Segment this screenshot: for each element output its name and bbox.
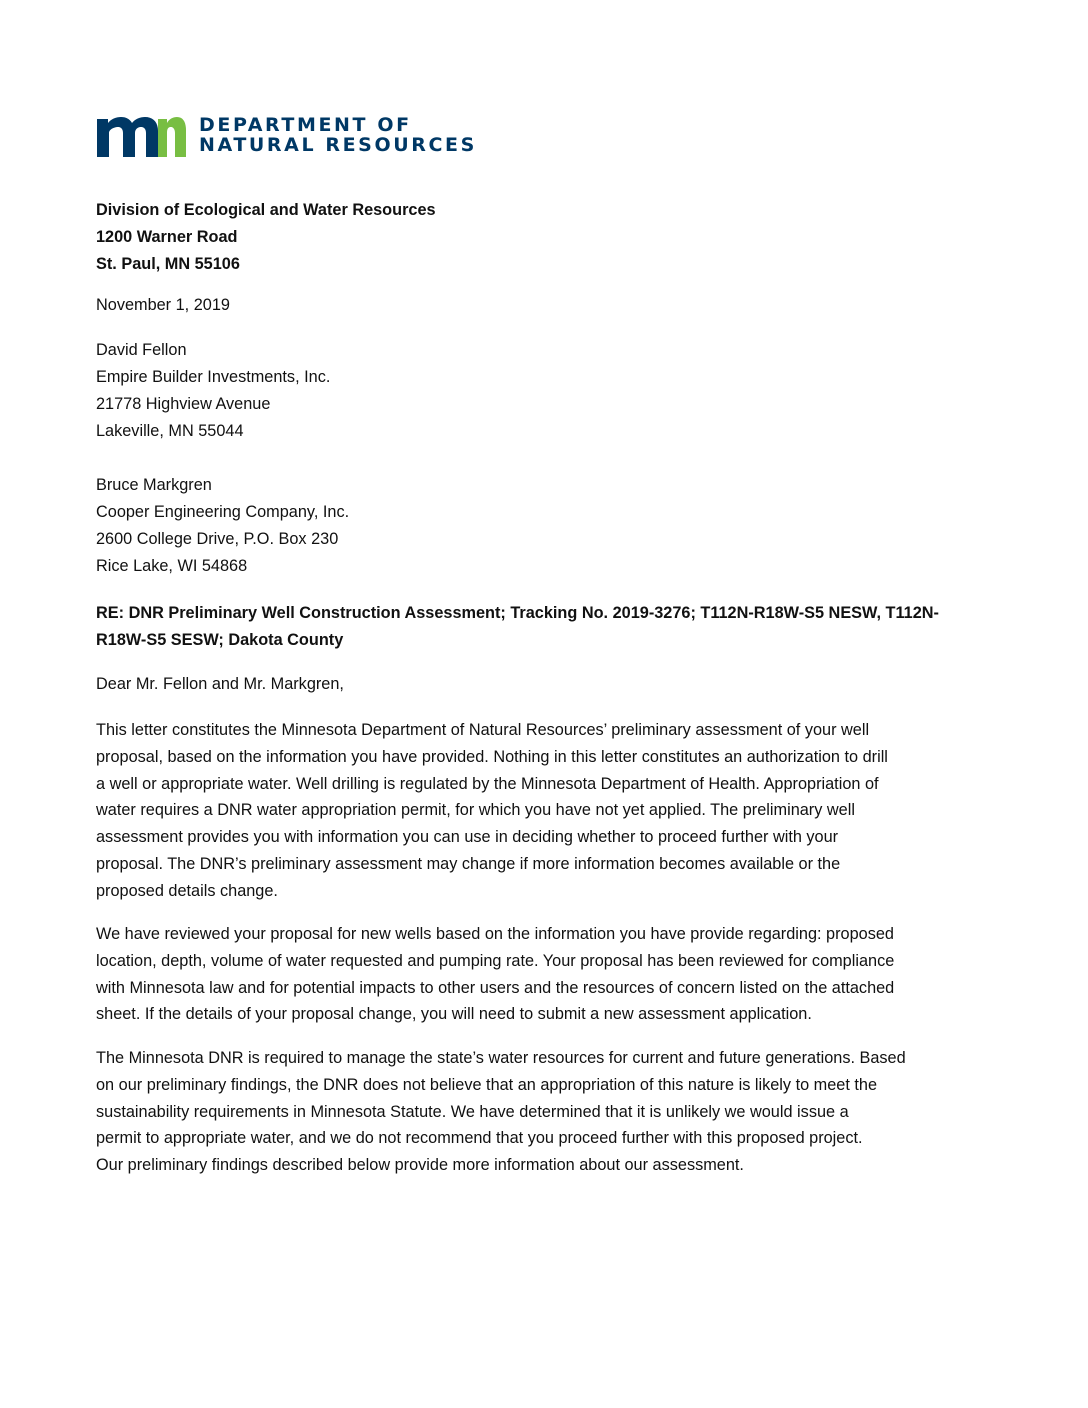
recipient-street: 2600 College Drive, P.O. Box 230 xyxy=(96,530,339,548)
paragraph-line: We have reviewed your proposal for new wells based on the information you have provide regarding: proposed xyxy=(96,925,894,943)
subject-line-1: RE: DNR Preliminary Well Construction Assessment; Tracking No. 2019-3276; T112N-R18W-S5 NESW, T112N- xyxy=(96,604,939,622)
paragraph-line: proposed details change. xyxy=(96,881,278,900)
sender-street: 1200 Warner Road xyxy=(96,228,238,246)
recipient-address-2 xyxy=(96,472,349,580)
paragraph-line: proposal. The DNR’s preliminary assessment may change if more information becomes available or the xyxy=(96,854,841,873)
paragraph-line: location, depth, volume of water requested and pumping rate. Your proposal has been reviewed for compliance xyxy=(96,951,895,970)
dnr-logo xyxy=(97,112,477,158)
logo-text xyxy=(199,115,477,155)
body-paragraph-1 xyxy=(96,717,996,905)
sender-address xyxy=(96,197,436,278)
paragraph-line: proposal, based on the information you have provided. Nothing in this letter constitutes an authorization to drill xyxy=(96,747,888,766)
logo-line-1: DEPARTMENT OF xyxy=(199,114,412,136)
sender-division: Division of Ecological and Water Resources xyxy=(96,201,436,219)
paragraph-line: a well or appropriate water. Well drilling is regulated by the Minnesota Department of Health. Appropriation of xyxy=(96,774,879,793)
recipient-name: Bruce Markgren xyxy=(96,476,212,494)
recipient-name: David Fellon xyxy=(96,341,187,359)
sender-city: St. Paul, MN 55106 xyxy=(96,255,240,273)
paragraph-line: Our preliminary findings described below provide more information about our assessment. xyxy=(96,1156,744,1175)
paragraph-line: with Minnesota law and for potential impacts to other users and the resources of concern listed on the attached xyxy=(96,978,895,997)
paragraph-line: on our preliminary findings, the DNR does not believe that an appropriation of this nature is likely to meet the xyxy=(96,1075,878,1094)
mn-state-logo-icon xyxy=(97,113,189,157)
paragraph-line: This letter constitutes the Minnesota Department of Natural Resources’ preliminary assessment of your well xyxy=(96,721,870,739)
recipient-city: Rice Lake, WI 54868 xyxy=(96,557,248,575)
recipient-street: 21778 Highview Avenue xyxy=(96,395,271,413)
paragraph-line: sheet. If the details of your proposal change, you will need to submit a new assessment application. xyxy=(96,1005,812,1024)
recipient-company: Cooper Engineering Company, Inc. xyxy=(96,503,350,521)
letter-date xyxy=(96,292,230,319)
salutation xyxy=(96,671,996,698)
salutation-text: Dear Mr. Fellon and Mr. Markgren, xyxy=(96,675,344,693)
recipient-city: Lakeville, MN 55044 xyxy=(96,422,244,440)
logo-line-2: NATURAL RESOURCES xyxy=(199,134,477,156)
recipient-address-1 xyxy=(96,337,330,445)
date-text: November 1, 2019 xyxy=(96,296,230,314)
paragraph-line: permit to appropriate water, and we do not recommend that you proceed further with this proposed project. xyxy=(96,1129,863,1148)
subject-line xyxy=(96,600,996,654)
paragraph-line: The Minnesota DNR is required to manage the state’s water resources for current and future generations. Based xyxy=(96,1049,906,1067)
paragraph-line: assessment provides you with information you can use in deciding whether to proceed further with your xyxy=(96,828,839,847)
subject-line-2: R18W-S5 SESW; Dakota County xyxy=(96,630,344,649)
body-paragraph-3 xyxy=(96,1045,996,1179)
paragraph-line: sustainability requirements in Minnesota Statute. We have determined that it is unlikely we would issue a xyxy=(96,1102,849,1121)
recipient-company: Empire Builder Investments, Inc. xyxy=(96,368,331,386)
body-paragraph-2 xyxy=(96,921,996,1028)
paragraph-line: water requires a DNR water appropriation permit, for which you have not yet applied. The preliminary well xyxy=(96,801,855,820)
